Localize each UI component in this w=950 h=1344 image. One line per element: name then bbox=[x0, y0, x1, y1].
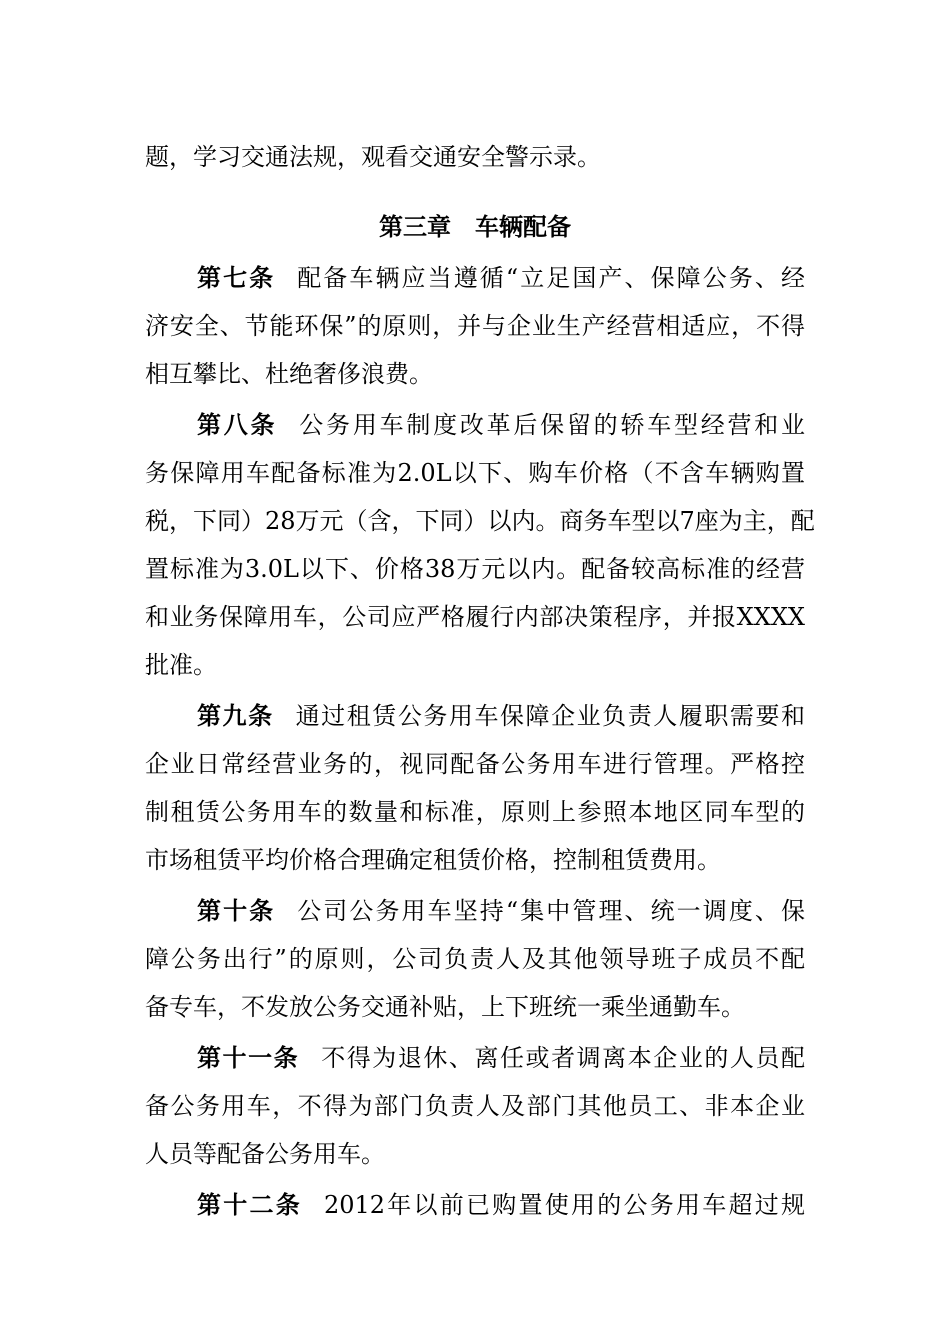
article-8 bbox=[145, 401, 815, 689]
article-first-line bbox=[145, 1034, 805, 1082]
article-text: 公司公务用车坚持“集中管理、统一调度、保 bbox=[297, 897, 805, 925]
article-text: 配备车辆应当遵循“立足国产、保障公务、经 bbox=[297, 264, 805, 292]
article-label: 第八条 bbox=[197, 411, 278, 439]
article-line: 企业日常经营业务的，视同配备公务用车进行管理。严格控 bbox=[145, 750, 805, 778]
article-first-line bbox=[145, 401, 805, 449]
article-line: 和业务保障用车，公司应严格履行内部决策程序，并报XXXX bbox=[145, 603, 805, 631]
article-line: 置标准为3.0L以下、价格38万元以内。配备较高标准的经营 bbox=[145, 555, 805, 583]
article-first-line bbox=[145, 254, 805, 302]
paragraph-continuation: 题，学习交通法规，观看交通安全警示录。 bbox=[145, 143, 601, 171]
article-9 bbox=[145, 692, 805, 884]
article-label: 第七条 bbox=[197, 264, 276, 292]
article-line: 备专车，不发放公务交通补贴，上下班统一乘坐通勤车。 bbox=[145, 993, 745, 1021]
article-label: 第九条 bbox=[197, 702, 274, 730]
article-line: 务保障用车配备标准为2.0L以下、购车价格（不含车辆购置 bbox=[145, 459, 805, 487]
article-text: 公务用车制度改革后保留的轿车型经营和业 bbox=[299, 411, 806, 439]
article-line: 税，下同）28万元（含，下同）以内。商务车型以7座为主，配 bbox=[145, 507, 815, 535]
article-12 bbox=[145, 1181, 805, 1229]
article-10 bbox=[145, 887, 805, 1031]
article-line: 批准。 bbox=[145, 651, 217, 679]
article-line: 障公务出行”的原则，公司负责人及其他领导班子成员不配 bbox=[145, 945, 805, 973]
article-line: 相互攀比、杜绝奢侈浪费。 bbox=[145, 360, 433, 388]
article-line: 人员等配备公务用车。 bbox=[145, 1140, 385, 1168]
article-text: 通过租赁公务用车保障企业负责人履职需要和 bbox=[295, 702, 806, 730]
article-text: 不得为退休、离任或者调离本企业的人员配 bbox=[321, 1044, 806, 1072]
article-first-line bbox=[145, 887, 805, 935]
article-first-line bbox=[145, 692, 805, 740]
article-line: 制租赁公务用车的数量和标准，原则上参照本地区同车型的 bbox=[145, 798, 805, 826]
chapter-title: 第三章 车辆配备 bbox=[379, 213, 571, 241]
article-label: 第十条 bbox=[197, 897, 276, 925]
article-7 bbox=[145, 254, 805, 398]
article-label: 第十一条 bbox=[197, 1044, 300, 1072]
document-page bbox=[145, 133, 815, 1229]
article-text: 2012年以前已购置使用的公务用车超过规 bbox=[323, 1191, 805, 1219]
article-11 bbox=[145, 1034, 805, 1178]
article-first-line bbox=[145, 1181, 805, 1229]
article-line: 济安全、节能环保”的原则，并与企业生产经营相适应，不得 bbox=[145, 312, 805, 340]
article-label: 第十二条 bbox=[197, 1191, 302, 1219]
article-line: 市场租赁平均价格合理确定租赁价格，控制租赁费用。 bbox=[145, 846, 721, 874]
article-line: 备公务用车，不得为部门负责人及部门其他员工、非本企业 bbox=[145, 1092, 805, 1120]
